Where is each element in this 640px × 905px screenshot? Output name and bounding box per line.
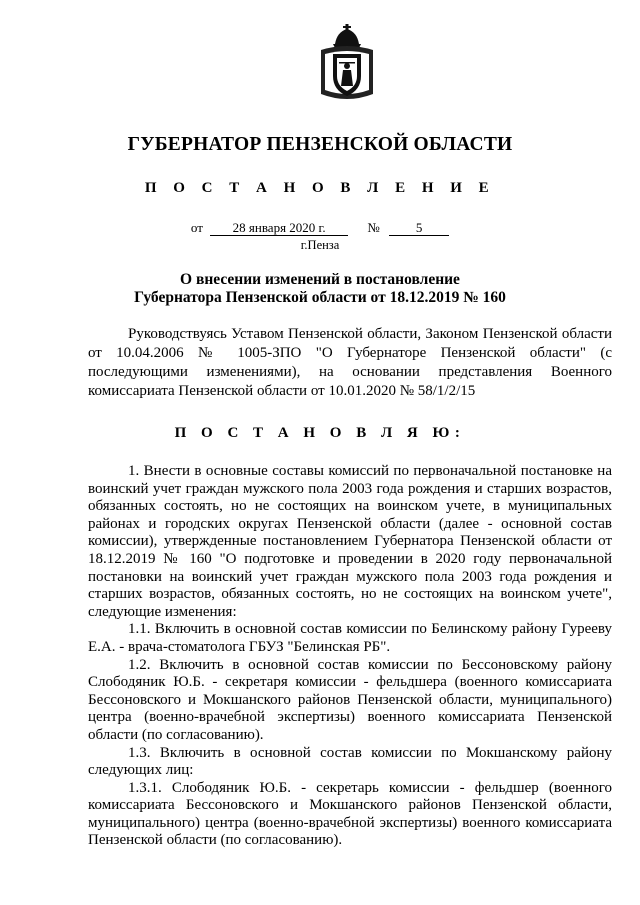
paragraph-1-3-1: 1.3.1. Слободяник Ю.Б. - секретарь комиссии - фельдшер (военного комиссариата Бессоновского и Мокшанского районов Пензенской области, муниципального) центра (военно-врачебной экспертизы) военного комиссариата Пензенской области (по согласованию).	[88, 779, 612, 849]
date-prefix: от	[190, 220, 203, 235]
paragraph-1-3: 1.3. Включить в основной состав комиссии по Мокшанскому району следующих лиц:	[88, 744, 612, 779]
decree-body	[88, 463, 612, 850]
paragraph-1: 1. Внести в основные составы комиссий по первоначальной постановке на воинский учет граждан мужского пола 2003 года рождения и старших возрастов, обязанных состоять, но не состоящих на воинском учете, в муниципальных районах и городских округах Пензенской области (далее - основной состав комиссии), утвержденные постановлением Губернатора Пензенской области от 18.12.2019 № 160 "О подготовке и проведении в 2020 году первоначальной постановки на воинский учет граждан мужского пола 2003 года рождения и старших возрастов, обязанных состоять, но не состоящих на воинском учете", следующие изменения:	[88, 463, 612, 620]
paragraph-1-2: 1.2. Включить в основной состав комиссии по Бессоновскому району Слободяник Ю.Б. - секретаря комиссии - фельдшера (военного комиссариата Бессоновского и Мокшанского районов Пензенской области, муниципального) центра (военно-врачебной экспертизы) военного комиссариата Пензенской области (по согласованию).	[88, 656, 612, 743]
coat-of-arms-emblem	[319, 24, 375, 104]
subject-heading	[0, 271, 640, 307]
document-type: П О С Т А Н О В Л Е Н И Е	[144, 180, 496, 196]
decree-verb: П О С Т А Н О В Л Я Ю:	[174, 425, 466, 441]
preamble: Руководствуясь Уставом Пензенской области, Законом Пензенской области от 10.04.2006 № 1005-ЗПО "О Губернаторе Пензенской области" (с последующими изменениями), на основании представления Военного комиссариата Пензенской области от 10.01.2020 № 58/1/2/15	[88, 326, 612, 399]
decree-date: 28 января 2020 г.	[210, 221, 348, 236]
paragraph-1-1: 1.1. Включить в основной состав комиссии по Белинскому району Гурееву Е.А. - врача-стоматолога ГБУЗ "Белинская РБ".	[88, 621, 612, 655]
authority-title: ГУБЕРНАТОР ПЕНЗЕНСКОЙ ОБЛАСТИ	[127, 134, 513, 155]
number-prefix: №	[367, 220, 380, 235]
decree-number: 5	[389, 221, 449, 236]
subject-line-2: Губернатора Пензенской области от 18.12.2019 № 160	[134, 289, 506, 306]
subject-line-1: О внесении изменений в постановление	[180, 271, 460, 288]
city: г.Пенза	[300, 238, 340, 252]
date-number-line	[0, 220, 640, 236]
